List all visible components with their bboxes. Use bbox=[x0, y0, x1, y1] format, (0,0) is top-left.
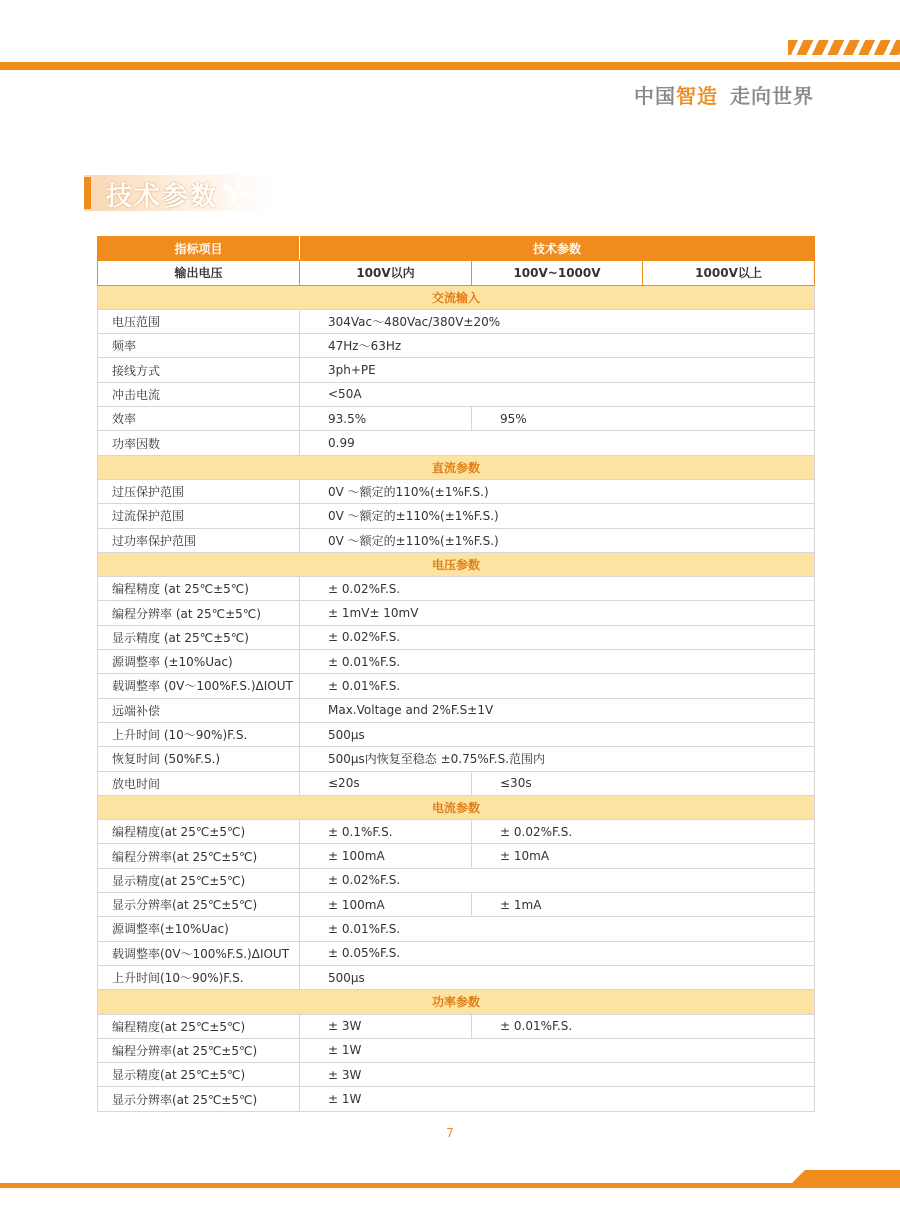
section-row bbox=[98, 990, 815, 1014]
subheader-range-2: 100V~1000V bbox=[472, 261, 643, 285]
top-stripes-decoration bbox=[788, 40, 900, 55]
row-value: ± 1W bbox=[300, 1087, 815, 1111]
row-value: ± 0.05%F.S. bbox=[300, 941, 815, 965]
row-label: 过压保护范围 bbox=[98, 479, 300, 503]
row-label: 远端补偿 bbox=[98, 698, 300, 722]
row-value: ± 0.1%F.S. bbox=[300, 820, 472, 844]
table-row bbox=[98, 504, 815, 528]
table-row bbox=[98, 334, 815, 358]
section-row bbox=[98, 455, 815, 479]
row-label: 显示精度(at 25℃±5℃) bbox=[98, 868, 300, 892]
section-row bbox=[98, 552, 815, 576]
row-value: ± 0.01%F.S. bbox=[472, 1014, 815, 1038]
row-value: 500μs内恢复至稳态 ±0.75%F.S.范围内 bbox=[300, 747, 815, 771]
row-value: ± 10mA bbox=[472, 844, 815, 868]
row-label: 显示精度 (at 25℃±5℃) bbox=[98, 625, 300, 649]
table-row bbox=[98, 407, 815, 431]
row-label: 显示精度(at 25℃±5℃) bbox=[98, 1063, 300, 1087]
bottom-accent-bar bbox=[0, 1183, 900, 1188]
table-row bbox=[98, 528, 815, 552]
row-value: ≤20s bbox=[300, 771, 472, 795]
row-value: ± 1mA bbox=[472, 893, 815, 917]
row-value: ± 1W bbox=[300, 1038, 815, 1062]
row-label: 电压范围 bbox=[98, 309, 300, 333]
bottom-accent-block bbox=[792, 1170, 900, 1183]
table-row bbox=[98, 1038, 815, 1062]
row-label: 放电时间 bbox=[98, 771, 300, 795]
row-value: 93.5% bbox=[300, 407, 472, 431]
section-title: 交流输入 bbox=[98, 285, 815, 309]
row-value: ± 100mA bbox=[300, 844, 472, 868]
heading-accent-bar bbox=[84, 177, 91, 209]
row-value: ± 0.02%F.S. bbox=[300, 625, 815, 649]
table-row bbox=[98, 771, 815, 795]
section-row bbox=[98, 795, 815, 819]
row-value: ≤30s bbox=[472, 771, 815, 795]
row-value: ± 3W bbox=[300, 1063, 815, 1087]
row-label: 编程分辨率(at 25℃±5℃) bbox=[98, 844, 300, 868]
row-label: 显示分辨率(at 25℃±5℃) bbox=[98, 893, 300, 917]
section-title: 电流参数 bbox=[98, 795, 815, 819]
decorative-flower-icon bbox=[222, 177, 250, 205]
table-row bbox=[98, 601, 815, 625]
row-value: ± 0.02%F.S. bbox=[472, 820, 815, 844]
table-header-row bbox=[98, 237, 815, 261]
row-value: 0V ～额定的±110%(±1%F.S.) bbox=[300, 504, 815, 528]
section-heading bbox=[84, 175, 272, 211]
row-label: 效率 bbox=[98, 407, 300, 431]
row-value: 304Vac～480Vac/380V±20% bbox=[300, 309, 815, 333]
row-value: ± 0.02%F.S. bbox=[300, 577, 815, 601]
row-label: 编程精度(at 25℃±5℃) bbox=[98, 820, 300, 844]
row-label: 频率 bbox=[98, 334, 300, 358]
table-row bbox=[98, 844, 815, 868]
row-label: 编程分辨率(at 25℃±5℃) bbox=[98, 1038, 300, 1062]
table-row bbox=[98, 577, 815, 601]
row-label: 载调整率(0V～100%F.S.)ΔIOUT bbox=[98, 941, 300, 965]
row-label: 恢复时间 (50%F.S.) bbox=[98, 747, 300, 771]
header-indicator-item: 指标项目 bbox=[98, 237, 300, 261]
subheader-range-1: 100V以内 bbox=[300, 261, 472, 285]
table-row bbox=[98, 431, 815, 455]
row-value: 500μs bbox=[300, 722, 815, 746]
table-row bbox=[98, 674, 815, 698]
row-label: 编程精度(at 25℃±5℃) bbox=[98, 1014, 300, 1038]
row-label: 源调整率 (±10%Uac) bbox=[98, 650, 300, 674]
row-label: 显示分辨率(at 25℃±5℃) bbox=[98, 1087, 300, 1111]
row-value: 500μs bbox=[300, 965, 815, 989]
row-label: 功率因数 bbox=[98, 431, 300, 455]
section-title: 直流参数 bbox=[98, 455, 815, 479]
row-value: ± 0.01%F.S. bbox=[300, 650, 815, 674]
table-row bbox=[98, 722, 815, 746]
row-value: 95% bbox=[472, 407, 815, 431]
row-value: Max.Voltage and 2%F.S±1V bbox=[300, 698, 815, 722]
table-row bbox=[98, 820, 815, 844]
row-value: ± 100mA bbox=[300, 893, 472, 917]
slogan-part-1: 中国 bbox=[634, 84, 676, 108]
row-label: 过流保护范围 bbox=[98, 504, 300, 528]
row-value: 0V ～额定的±110%(±1%F.S.) bbox=[300, 528, 815, 552]
row-value: 0.99 bbox=[300, 431, 815, 455]
spec-table bbox=[97, 236, 815, 1112]
row-label: 冲击电流 bbox=[98, 382, 300, 406]
top-accent-bar bbox=[0, 62, 900, 70]
slogan-part-2: 智造 bbox=[676, 84, 718, 108]
row-label: 上升时间 (10～90%)F.S. bbox=[98, 722, 300, 746]
table-row bbox=[98, 309, 815, 333]
table-row bbox=[98, 382, 815, 406]
row-label: 编程精度 (at 25℃±5℃) bbox=[98, 577, 300, 601]
table-row bbox=[98, 1063, 815, 1087]
table-row bbox=[98, 893, 815, 917]
table-row bbox=[98, 941, 815, 965]
row-value: <50A bbox=[300, 382, 815, 406]
row-label: 编程分辨率 (at 25℃±5℃) bbox=[98, 601, 300, 625]
header-slogan bbox=[634, 80, 814, 109]
row-value: 3ph+PE bbox=[300, 358, 815, 382]
row-value: 0V ～额定的110%(±1%F.S.) bbox=[300, 479, 815, 503]
row-value: 47Hz～63Hz bbox=[300, 334, 815, 358]
table-row bbox=[98, 1087, 815, 1111]
table-subheader-row bbox=[98, 261, 815, 285]
table-row bbox=[98, 625, 815, 649]
table-row bbox=[98, 698, 815, 722]
page-number: 7 bbox=[446, 1126, 454, 1140]
table-row bbox=[98, 965, 815, 989]
row-value: ± 3W bbox=[300, 1014, 472, 1038]
row-label: 源调整率(±10%Uac) bbox=[98, 917, 300, 941]
table-row bbox=[98, 868, 815, 892]
section-row bbox=[98, 285, 815, 309]
row-value: ± 0.01%F.S. bbox=[300, 917, 815, 941]
table-row bbox=[98, 747, 815, 771]
row-value: ± 0.02%F.S. bbox=[300, 868, 815, 892]
row-value: ± 1mV± 10mV bbox=[300, 601, 815, 625]
table-row bbox=[98, 479, 815, 503]
row-label: 过功率保护范围 bbox=[98, 528, 300, 552]
table-row bbox=[98, 358, 815, 382]
row-label: 接线方式 bbox=[98, 358, 300, 382]
row-label: 上升时间(10～90%)F.S. bbox=[98, 965, 300, 989]
subheader-range-3: 1000V以上 bbox=[643, 261, 815, 285]
table-row bbox=[98, 1014, 815, 1038]
section-title: 电压参数 bbox=[98, 552, 815, 576]
section-title: 功率参数 bbox=[98, 990, 815, 1014]
table-row bbox=[98, 650, 815, 674]
slogan-part-3: 走向世界 bbox=[730, 84, 814, 108]
section-heading-text: 技术参数 bbox=[106, 182, 219, 212]
table-row bbox=[98, 917, 815, 941]
header-tech-params: 技术参数 bbox=[300, 237, 815, 261]
row-label: 载调整率 (0V～100%F.S.)ΔIOUT bbox=[98, 674, 300, 698]
row-value: ± 0.01%F.S. bbox=[300, 674, 815, 698]
subheader-output-voltage: 输出电压 bbox=[98, 261, 300, 285]
